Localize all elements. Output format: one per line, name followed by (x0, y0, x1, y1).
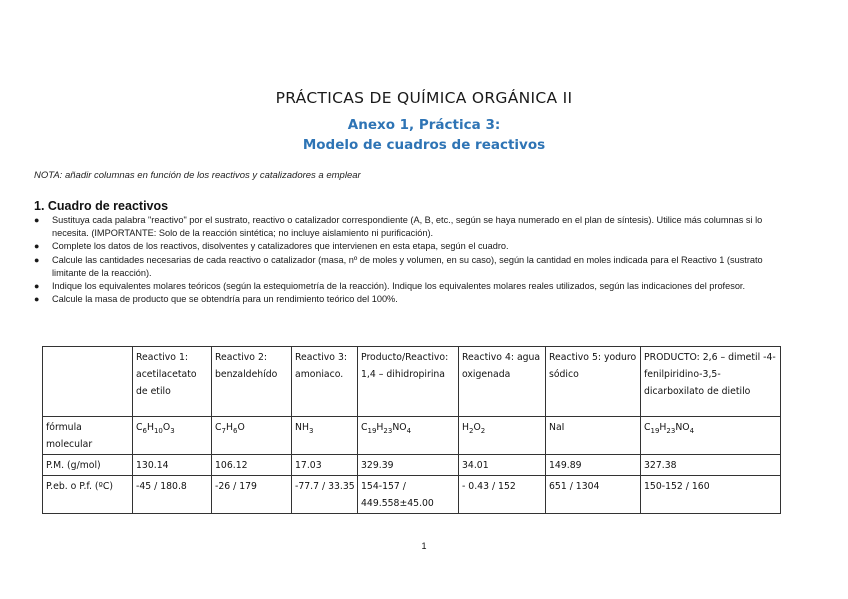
table-header-cell: Reactivo 2: benzaldehído (212, 347, 292, 417)
formula-cell: $C_7H_6O$ (212, 417, 292, 455)
row-label: P.eb. o P.f. (ºC) (43, 476, 133, 514)
table-header-cell: Reactivo 3: amoniaco. (292, 347, 358, 417)
table-header-cell: Reactivo 1: acetilacetato de etilo (133, 347, 212, 417)
list-item: ● Calcule las cantidades necesarias de cada reactivo o catalizador (masa, nº de moles y volumen, en su caso), según la cantidad en moles indicada para el Reactivo 1 (sustrato limitante de la reacción). (34, 254, 763, 278)
table-row (43, 476, 781, 514)
table-header-cell: Reactivo 4: agua oxigenada (459, 347, 546, 417)
page-number: 1 (421, 541, 427, 551)
section-heading: 1. Cuadro de reactivos (34, 199, 169, 213)
reagents-table (42, 346, 781, 514)
list-item: ● Complete los datos de los reactivos, disolventes y catalizadores que intervienen en esta etapa, según el cuadro. (34, 240, 780, 253)
bullet-icon: ● (34, 254, 40, 265)
table-cell: 329.39 (358, 455, 459, 476)
table-cell: - 0.43 / 152 (459, 476, 546, 514)
list-item: ● Indique los equivalentes molares teóricos (según la estequiometría de la reacción). Indique los equivalentes molares reales utilizados, según las indicaciones del profesor. (34, 280, 780, 293)
table-cell: 149.89 (546, 455, 641, 476)
table-cell: -26 / 179 (212, 476, 292, 514)
row-label: P.M. (g/mol) (43, 455, 133, 476)
table-cell: -45 / 180.8 (133, 476, 212, 514)
table-header-row (43, 347, 781, 417)
table-cell: 17.03 (292, 455, 358, 476)
table-header-cell: Producto/Reactivo: 1,4 – dihidropirina (358, 347, 459, 417)
table-header-cell: PRODUCTO: 2,6 – dimetil -4- fenilpiridino-3,5- dicarboxilato de dietilo (641, 347, 781, 417)
table-cell: 651 / 1304 (546, 476, 641, 514)
table-row (43, 455, 781, 476)
page-title: PRÁCTICAS DE QUÍMICA ORGÁNICA II (275, 89, 573, 107)
table-cell: 327.38 (641, 455, 781, 476)
list-item: ● Calcule la masa de producto que se obtendría para un rendimiento teórico del 100%. (34, 293, 780, 306)
table-cell: -77.7 / 33.35 (292, 476, 358, 514)
formula-cell: $C_6H_{10}O_3$ (133, 417, 212, 455)
bullet-icon: ● (34, 294, 40, 305)
formula-cell: NaI (546, 417, 641, 455)
list-item: ● Sustituya cada palabra "reactivo" por el sustrato, reactivo o catalizador correspondiente (A, B, etc., según se haya numerado en el plan de síntesis). Utilice más columnas si lo necesita. (IMPORTANTE: Solo de la reacción sintética; no incluye aislamiento ni purificación). (34, 215, 763, 239)
table-cell: 34.01 (459, 455, 546, 476)
annex-subtitle: Anexo 1, Práctica 3: (347, 117, 501, 133)
note-text: NOTA: añadir columnas en función de los reactivos y catalizadores a emplear (34, 170, 361, 181)
formula-cell: $C_{19}H_{23}NO_4$ (358, 417, 459, 455)
table-cell: 154-157 / 449.558±45.00 (358, 476, 459, 514)
table-cell: 130.14 (133, 455, 212, 476)
table-cell: 106.12 (212, 455, 292, 476)
model-subtitle: Modelo de cuadros de reactivos (302, 137, 546, 153)
table-cell: 150-152 / 160 (641, 476, 781, 514)
formula-cell: $NH_3$ (292, 417, 358, 455)
table-header-cell (43, 347, 133, 417)
formula-cell: $C_{19}H_{23}NO_4$ (641, 417, 781, 455)
bullet-icon: ● (34, 215, 40, 225)
bullet-icon: ● (34, 241, 40, 252)
bullet-icon: ● (34, 281, 40, 292)
table-row (43, 417, 781, 455)
formula-cell: $H_2O_2$ (459, 417, 546, 455)
instruction-list (34, 214, 780, 306)
table-header-cell: Reactivo 5: yoduro sódico (546, 347, 641, 417)
row-label: fórmula molecular (43, 417, 133, 455)
